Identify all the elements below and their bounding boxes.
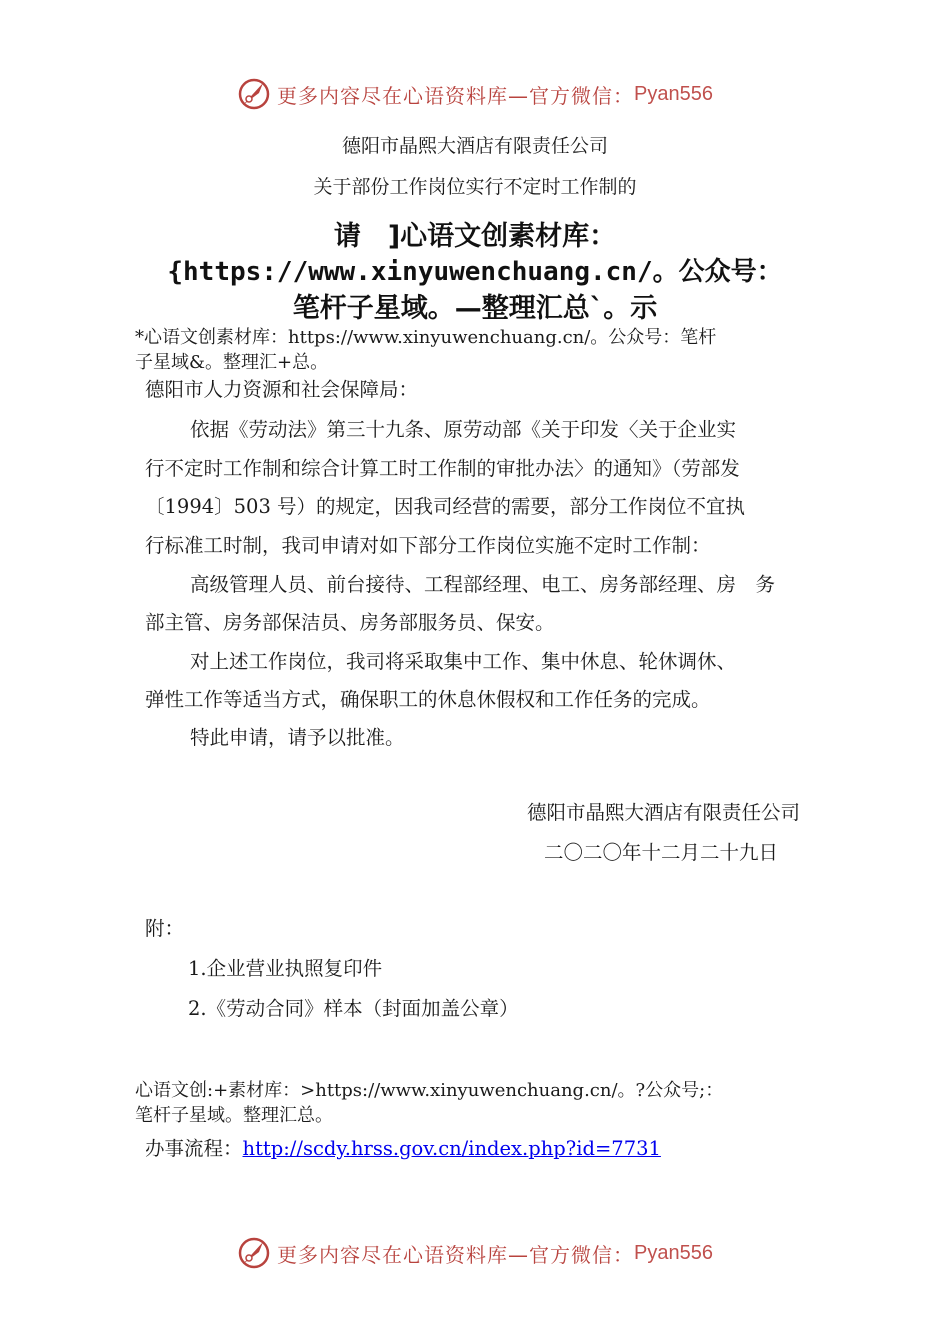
process-link[interactable]: http://scdy.hrss.gov.cn/index.php?id=7731	[242, 1137, 661, 1160]
attachment-item-2: 2.《劳动合同》样本（封面加盖公章）	[188, 997, 519, 1020]
banner-wechat-id: Pyan556	[634, 1241, 713, 1264]
top-banner	[0, 74, 950, 114]
paragraph-1-line4: 行标准工时制，我司申请对如下部分工作岗位实施不定时工作制：	[145, 534, 711, 557]
bold-title-line2: {https://www.xinyuwenchuang.cn/。公众号：	[167, 257, 783, 287]
quill-logo-icon	[237, 77, 271, 111]
banner-text: 更多内容尽在心语资料库—官方微信：	[277, 1242, 635, 1267]
paragraph-3-line1: 对上述工作岗位，我司将采取集中工作、集中休息、轮休调休、	[190, 650, 737, 673]
paragraph-1-line3: 〔1994〕503 号）的规定，因我司经营的需要，部分工作岗位不宜执	[145, 495, 746, 518]
watermark-bottom-line1: 心语文创:+素材库：>https://www.xinyuwenchuang.cn/。?公众号;：	[135, 1080, 724, 1101]
banner-text: 更多内容尽在心语资料库—官方微信：	[277, 83, 635, 108]
watermark-top-line1: *心语文创素材库：https://www.xinyuwenchuang.cn/。公众号：笔杆	[135, 327, 717, 348]
attachments-label: 附：	[145, 917, 185, 940]
paragraph-2-line2: 部主管、房务部保洁员、房务部服务员、保安。	[145, 611, 555, 634]
watermark-top-line2: 子星域&。整理汇+总。	[135, 352, 329, 373]
bottom-banner	[0, 1233, 950, 1273]
addressee: 德阳市人力资源和社会保障局：	[145, 378, 419, 401]
attachment-item-1: 1.企业营业执照复印件	[188, 957, 383, 980]
bold-title-line1: 请 ]心语文创素材库：	[333, 221, 617, 252]
bold-title-line3: 笔杆子星域。—整理汇总`。示	[292, 293, 658, 324]
paragraph-3-line2: 弹性工作等适当方式，确保职工的休息休假权和工作任务的完成。	[145, 688, 711, 711]
header-company: 德阳市晶熙大酒店有限责任公司	[341, 135, 608, 157]
header-subject: 关于部份工作岗位实行不定时工作制的	[313, 176, 637, 198]
process-row	[145, 1133, 661, 1161]
signature-company: 德阳市晶熙大酒店有限责任公司	[526, 801, 800, 824]
banner-wechat-id: Pyan556	[634, 82, 713, 105]
signature-date: 二〇二〇年十二月二十九日	[543, 841, 778, 864]
paragraph-4: 特此申请，请予以批准。	[190, 726, 405, 749]
quill-logo-icon	[237, 1236, 271, 1270]
process-label: 办事流程：	[145, 1137, 243, 1160]
watermark-bottom-line2: 笔杆子星域。整理汇总。	[135, 1105, 333, 1126]
paragraph-1-line1: 依据《劳动法》第三十九条、原劳动部《关于印发〈关于企业实	[190, 418, 737, 441]
paragraph-2-line1: 高级管理人员、前台接待、工程部经理、电工、房务部经理、房 务	[190, 573, 776, 596]
paragraph-1-line2: 行不定时工作制和综合计算工时工作制的审批办法〉的通知》（劳部发	[145, 457, 740, 480]
